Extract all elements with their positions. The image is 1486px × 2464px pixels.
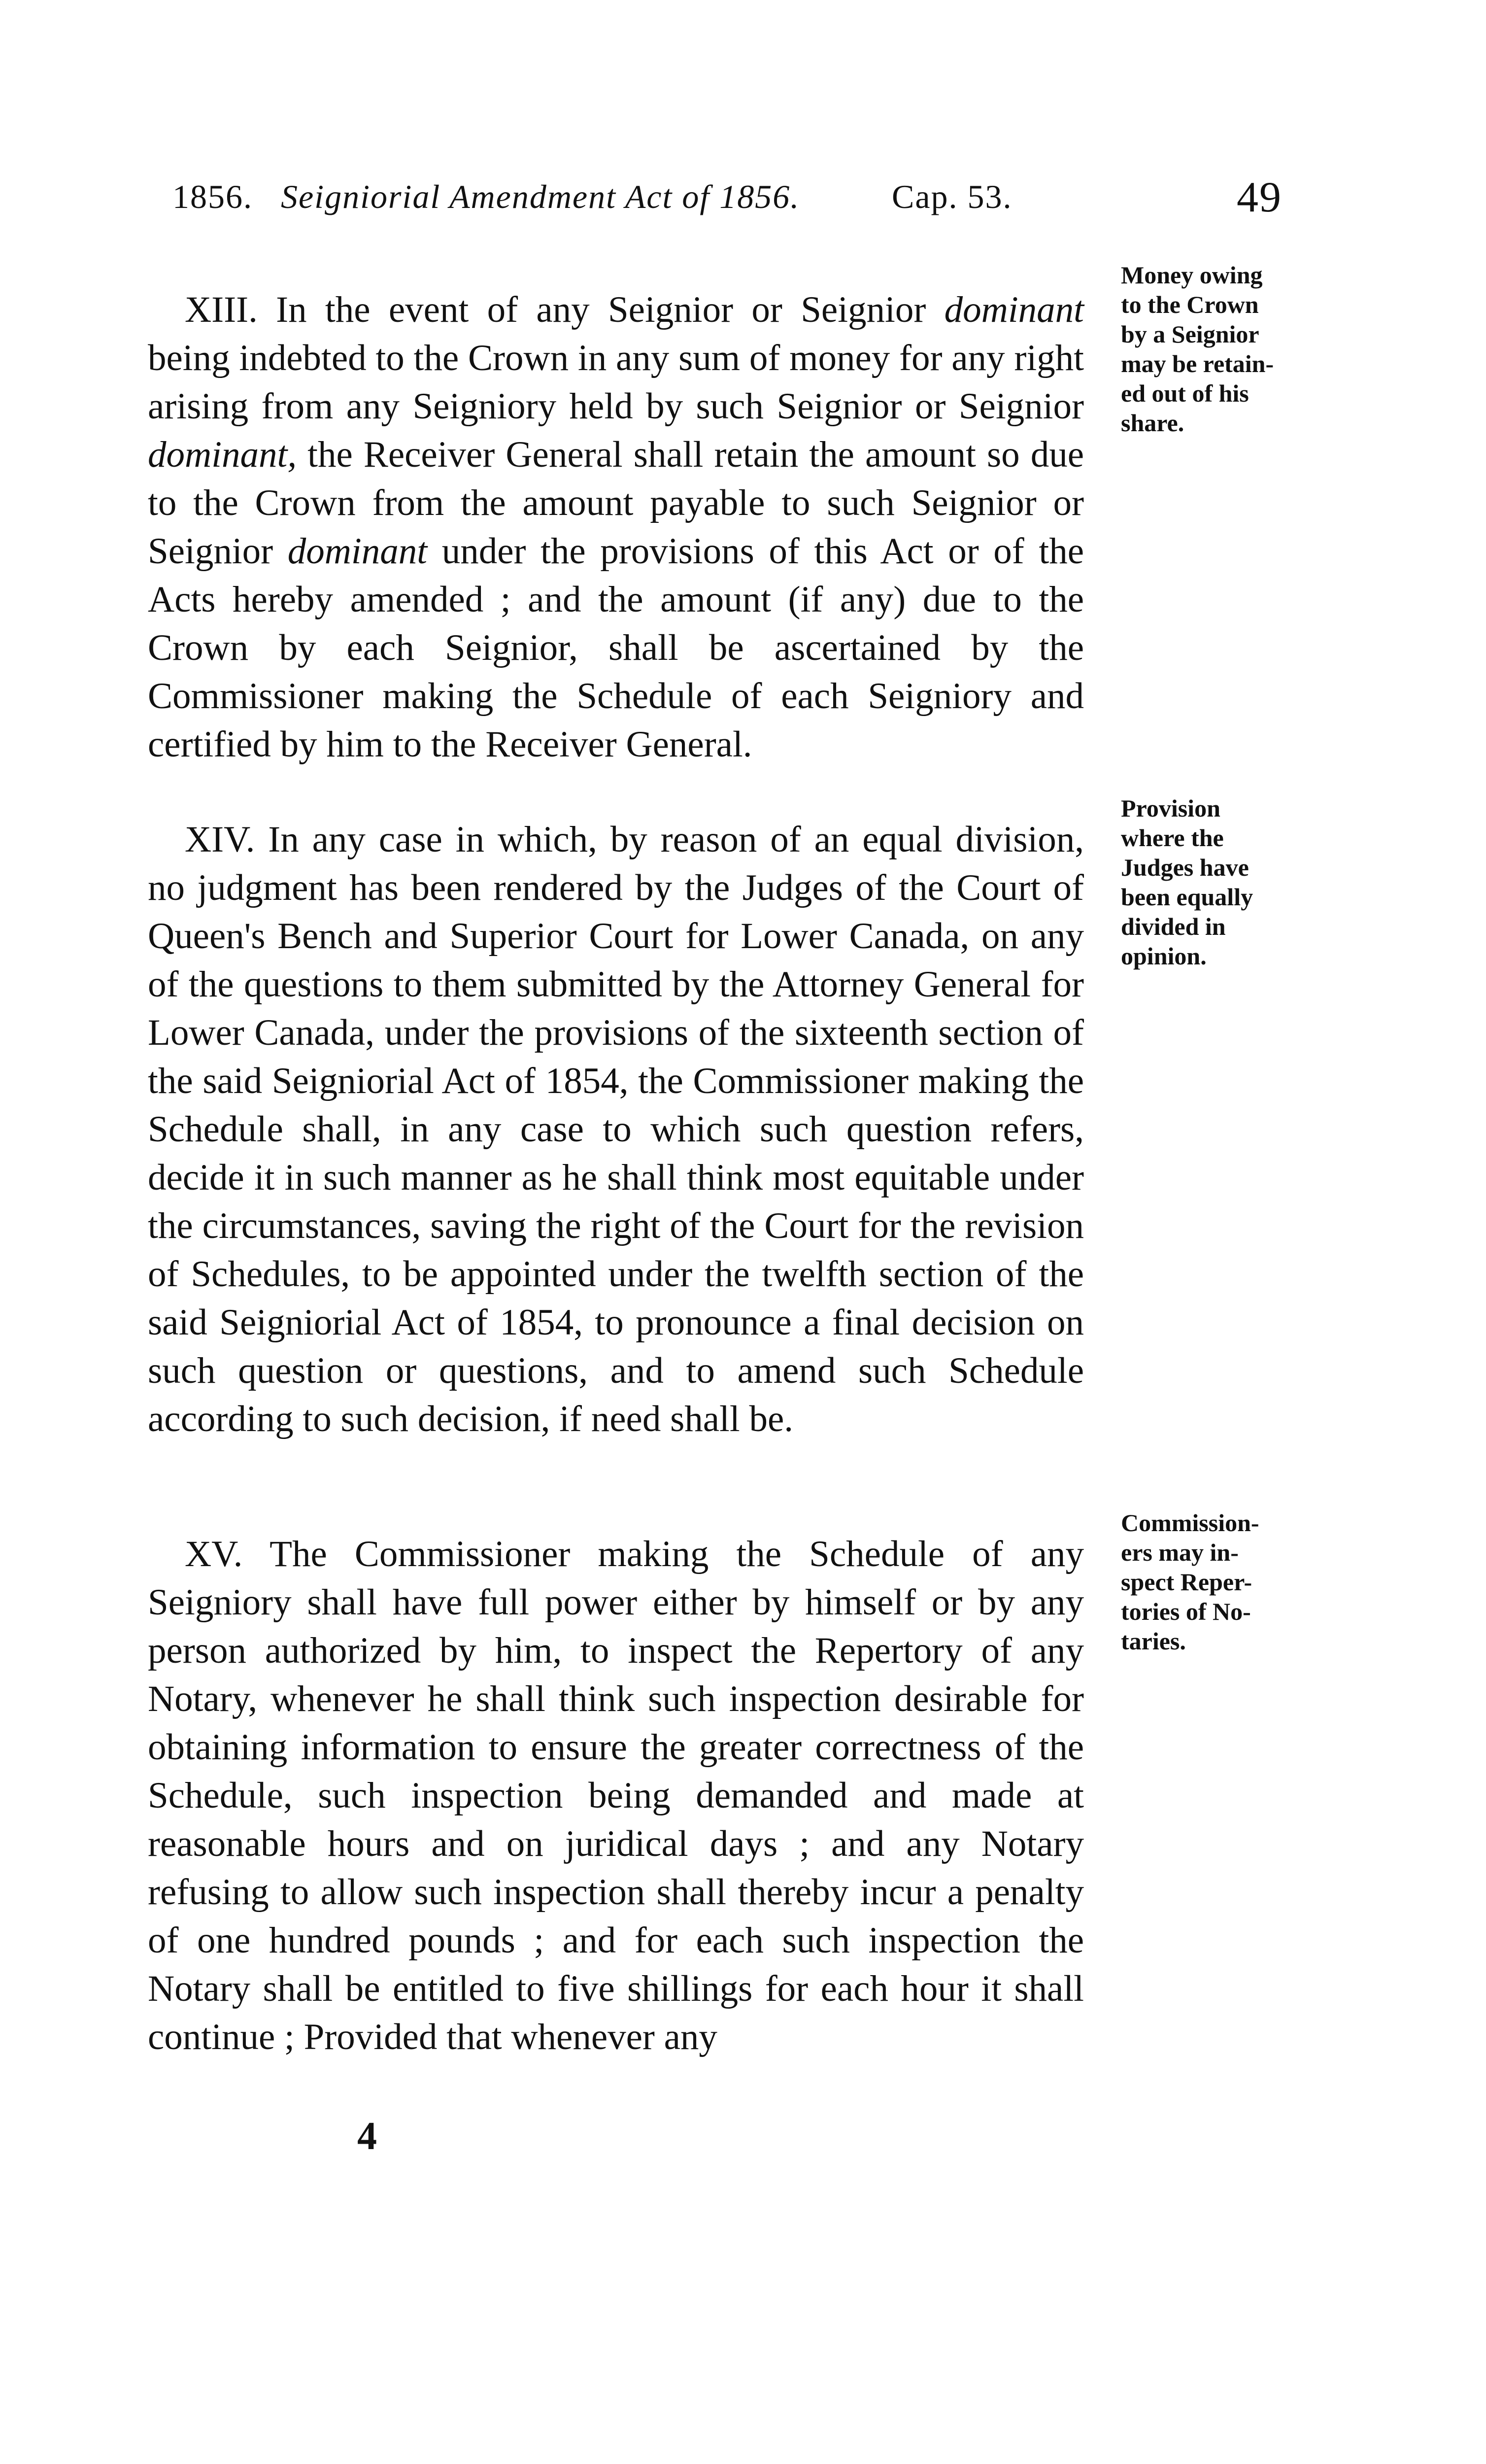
section-text-italic: dominant	[944, 289, 1084, 330]
margin-note-xv: Commission- ers may in- spect Reper- tories of No- taries.	[1121, 1509, 1259, 1655]
section-text-part: under the provisions of this Act or of the Acts hereby amended ; and the amount (if any) due to the Crown by each Seignior, shall be ascertained by the Commissioner making the Schedule of each Seigniory and certified by him to the Receiver General.	[148, 531, 1084, 765]
section-number: XIV.	[185, 819, 255, 860]
signature-mark: 4	[357, 2115, 377, 2158]
header-title: Seigniorial Amendment Act of 1856.	[281, 178, 800, 215]
header-year: 1856.	[172, 178, 253, 215]
section-text: The Commissioner making the Schedule of any Seigniory shall have full power either by himself or by any person authorized by him, to inspect the Repertory of any Notary, whenever he shall think such inspection desirable for obtaining information to ensure the greater correctness of the Schedule, such inspection being demanded and made at reasonable hours and on juridical days ; and any Notary refusing to allow such inspection shall thereby incur a penalty of one hundred pounds ; and for each such inspection the Notary shall be entitled to five shillings for each hour it shall continue ; Provided that whenever any	[148, 1534, 1084, 2057]
section-xiv	[148, 816, 1084, 1443]
section-text-part: the Receiver General shall retain the amount so due to the Crown from the amount payable to such Seignior or Seignior	[148, 434, 1084, 572]
header-chapter: Cap. 53.	[892, 178, 1013, 215]
section-xv	[148, 1530, 1084, 2061]
section-text: In any case in which, by reason of an equal division, no judgment has been rendered by the Judges of the Court of Queen's Bench and Superior Court for Lower Canada, on any of the questions to them submitted by the Attorney General for Lower Canada, under the provisions of the sixteenth section of the said Seigniorial Act of 1854, the Commissioner making the Schedule shall, in any case to which such question refers, decide it in such manner as he shall think most equitable under the circumstances, saving the right of the Court for the revision of Schedules, to be appointed under the twelfth section of the said Seigniorial Act of 1854, to pronounce a final decision on such question or questions, and to amend such Schedule according to such decision, if need shall be.	[148, 819, 1084, 1439]
section-text-italic: dominant	[287, 531, 428, 572]
section-text-part: being indebted to the Crown in any sum of money for any right arising from any Seigniory held by such Seignior or Seignior	[148, 338, 1084, 427]
section-number: XV.	[185, 1534, 243, 1574]
page-number: 49	[1237, 173, 1282, 221]
section-number: XIII.	[185, 289, 258, 330]
section-text-italic: dominant,	[148, 434, 297, 475]
margin-note-xiii: Money owing to the Crown by a Seignior may be retain- ed out of his share.	[1121, 261, 1274, 437]
section-xiii	[148, 286, 1084, 769]
section-text-part: In the event of any Seignior or Seignior	[276, 289, 945, 330]
margin-note-xiv: Provision where the Judges have been equally divided in opinion.	[1121, 794, 1253, 970]
running-header	[0, 0, 1486, 256]
